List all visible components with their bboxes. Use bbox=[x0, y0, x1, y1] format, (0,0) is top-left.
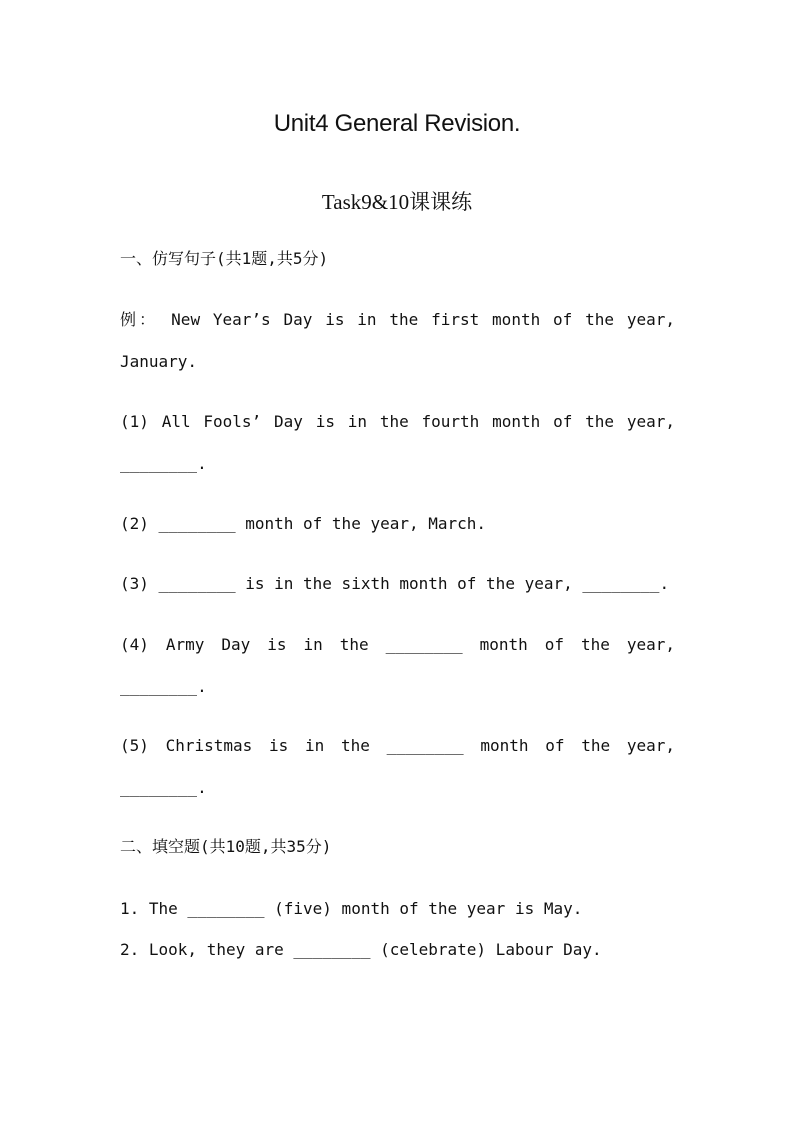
fill-question1: 1. The ________ (five) month of the year is May. bbox=[120, 899, 583, 918]
document-subtitle: Task9&10课课练 bbox=[321, 190, 473, 214]
question1-line2: ________. bbox=[120, 454, 207, 473]
section1-heading: 一、仿写句子(共1题,共5分) bbox=[120, 249, 329, 268]
question4-line1: (4) Army Day is in the ________ month of the year, bbox=[120, 635, 675, 654]
question1-line1: (1) All Fools’ Day is in the fourth month of the year, bbox=[120, 412, 675, 431]
question5-line1: (5) Christmas is in the ________ month of the year, bbox=[120, 736, 675, 755]
example-line1: 例： New Year’s Day is in the first month of the year, bbox=[120, 310, 675, 329]
question5-line2: ________. bbox=[120, 778, 207, 797]
document-title: Unit4 General Revision. bbox=[273, 110, 521, 137]
fill-question2: 2. Look, they are ________ (celebrate) Labour Day. bbox=[120, 940, 602, 959]
question2: (2) ________ month of the year, March. bbox=[120, 514, 487, 533]
question4-line2: ________. bbox=[120, 677, 207, 696]
question3: (3) ________ is in the sixth month of the year, ________. bbox=[120, 574, 670, 593]
example-line2: January. bbox=[120, 352, 198, 371]
section2-heading: 二、填空题(共10题,共35分) bbox=[120, 837, 332, 856]
